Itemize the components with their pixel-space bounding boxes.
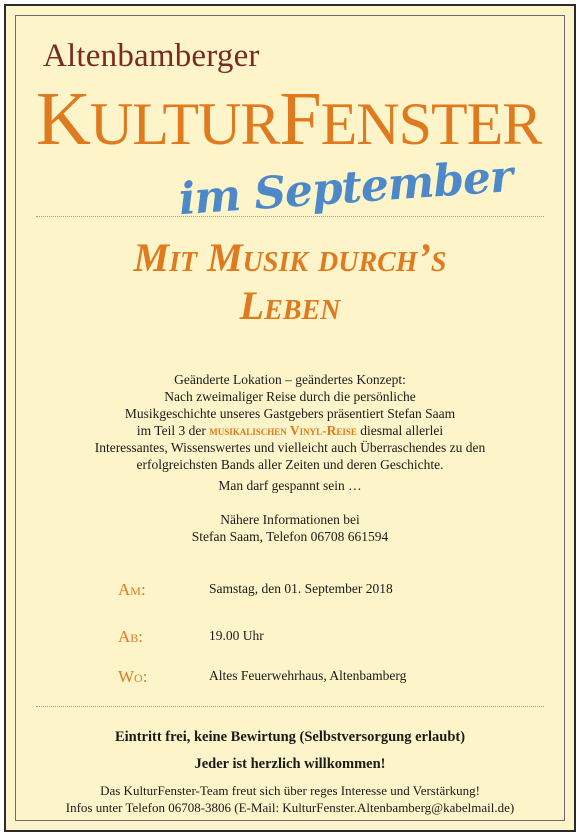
event-description xyxy=(26,371,554,545)
contact-line-1: Nähere Informationen bei xyxy=(220,512,360,527)
poster xyxy=(4,4,576,832)
description-line-4-pre: im Teil 3 der xyxy=(136,423,210,438)
description-line-6: erfolgreichsten Bands aller Zeiten und deren Geschichte. xyxy=(136,457,444,472)
brand-title-f: F xyxy=(279,77,321,161)
description-line-4-post: diesmal allerlei xyxy=(356,423,444,438)
team-note: Das KulturFenster-Team freut sich über reges Interesse und Verstärkung! xyxy=(100,783,480,798)
description-line-2: Nach zweimaliger Reise durch die persönliche xyxy=(164,389,416,404)
brand-title-enster: ENSTER xyxy=(320,91,542,157)
detail-value-time: 19.00 Uhr xyxy=(209,628,264,643)
detail-key-ab: Ab: xyxy=(118,627,144,646)
description-line-7: Man darf gespannt sein … xyxy=(218,478,362,493)
detail-row-time xyxy=(6,627,574,647)
contact-line-2: Stefan Saam, Telefon 06708 661594 xyxy=(191,529,389,544)
detail-key-am: Am: xyxy=(118,580,146,599)
description-line-5: Interessantes, Wissenswertes und vielleicht auch Überraschendes zu den xyxy=(94,440,486,455)
brand-title-ultur: ULTUR xyxy=(89,91,280,157)
detail-row-date xyxy=(6,580,574,600)
divider-top xyxy=(36,216,544,217)
brand-prefix: Altenbamberger xyxy=(43,38,260,74)
detail-row-location xyxy=(6,667,574,687)
admission-note: Eintritt frei, keine Bewirtung (Selbstversorgung erlaubt) xyxy=(114,729,466,745)
brand-title xyxy=(36,77,542,161)
team-contact xyxy=(6,782,574,816)
contact-info: Infos unter Telefon 06708-3806 (E-Mail: KulturFenster.Altenbamberg@kabelmail.de) xyxy=(65,800,515,815)
headline-line-2: Leben xyxy=(239,283,341,328)
brand-title-k: K xyxy=(36,77,90,161)
welcome-note: Jeder ist herzlich willkommen! xyxy=(194,756,386,772)
detail-key-wo: Wo: xyxy=(118,667,148,686)
divider-bottom xyxy=(36,706,544,707)
brand-subtitle: im September xyxy=(177,151,514,226)
headline-line-1: Mit Musik durch’s xyxy=(133,235,447,280)
description-line-1: Geänderte Lokation – geändertes Konzept: xyxy=(174,372,406,387)
vinyl-reise-highlight: musikalischen Vinyl-Reise xyxy=(209,423,357,438)
description-line-3: Musikgeschichte unseres Gastgebers präsentiert Stefan Saam xyxy=(124,406,456,421)
detail-value-date: Samstag, den 01. September 2018 xyxy=(209,581,393,596)
description-line-4 xyxy=(26,422,554,439)
detail-value-location: Altes Feuerwehrhaus, Altenbamberg xyxy=(209,668,407,683)
event-headline xyxy=(6,234,574,330)
